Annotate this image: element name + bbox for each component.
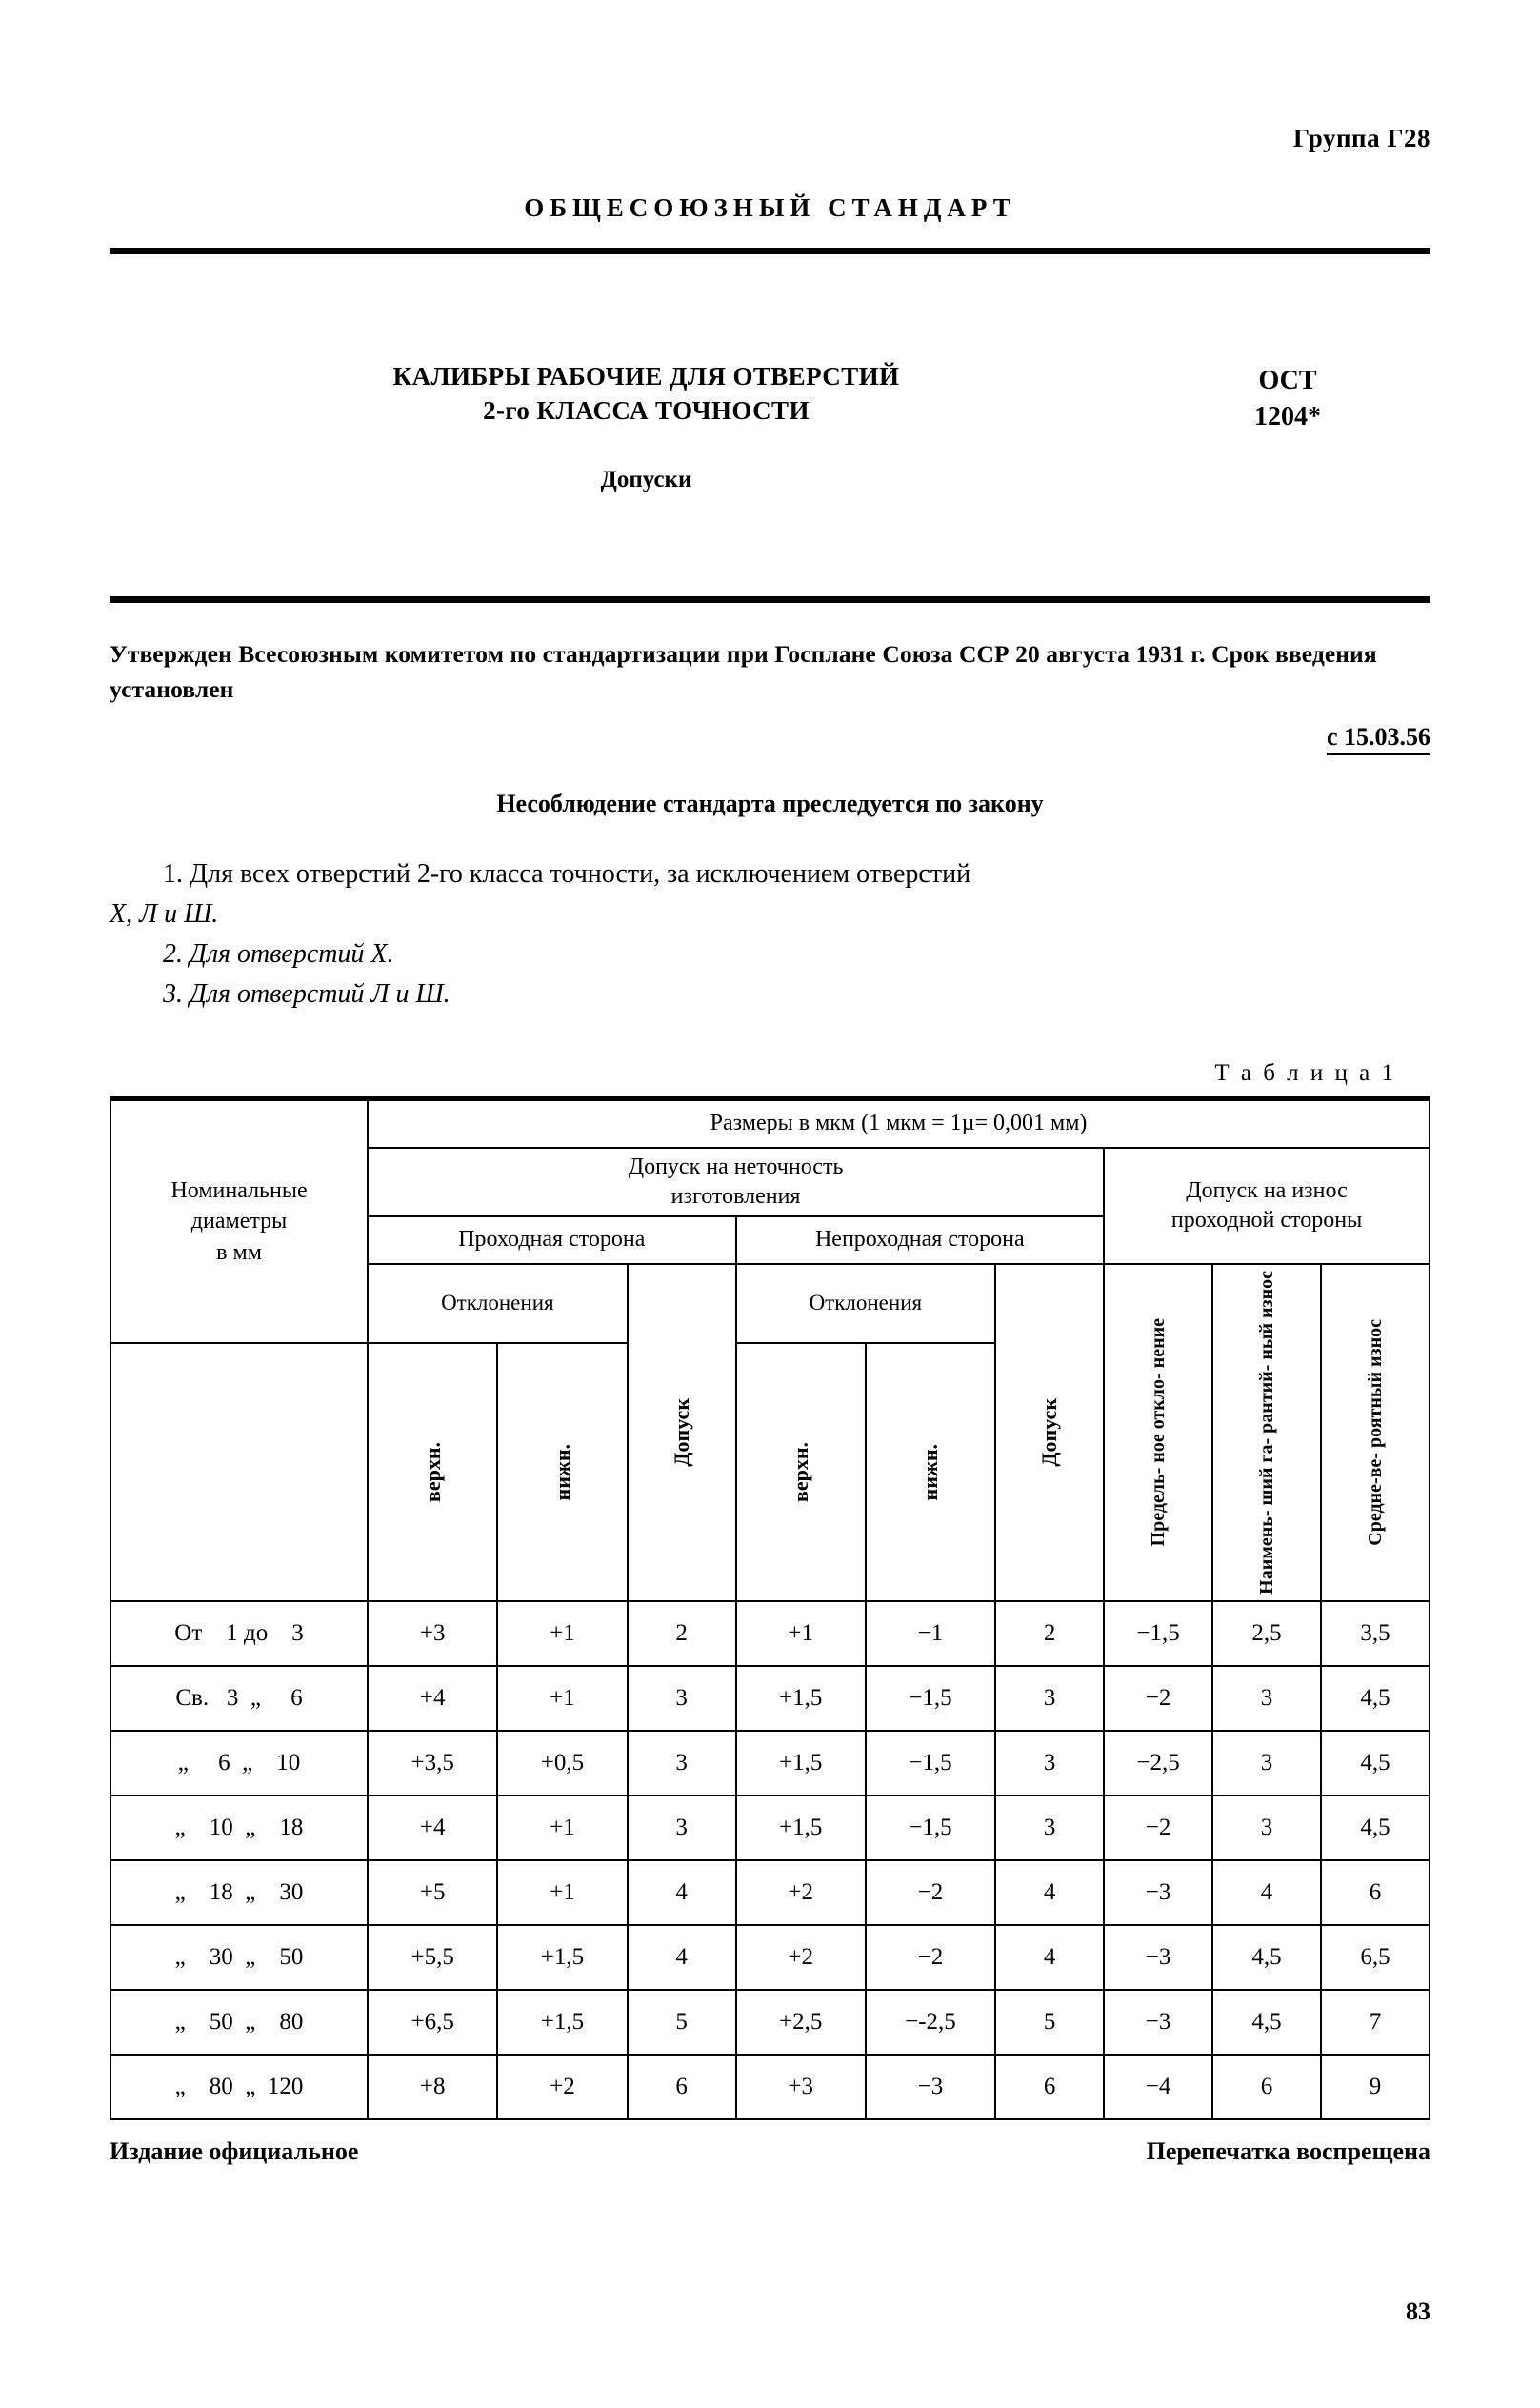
effective-date: с 15.03.56 xyxy=(1327,723,1430,755)
clause-2 xyxy=(110,934,1430,974)
row-wear-prob: 3,5 xyxy=(1321,1601,1430,1666)
row-range: „ 50 „ 80 xyxy=(110,1990,368,2055)
header-manufacture-l1: Допуск на неточность xyxy=(628,1154,844,1179)
table-row xyxy=(110,1990,1430,2055)
page-number: 83 xyxy=(1406,2298,1430,2325)
row-wear-prob: 4,5 xyxy=(1321,1796,1430,1860)
row-nogo-tolerance: 4 xyxy=(995,1860,1104,1925)
title-subtitle: Допуски xyxy=(600,466,692,492)
row-go-lower: +1 xyxy=(497,1666,627,1731)
table-row xyxy=(110,1925,1430,1990)
table-header-row-units xyxy=(110,1098,1430,1148)
legal-warning: Несоблюдение стандарта преследуется по закону xyxy=(496,789,1044,817)
table-row xyxy=(110,1731,1430,1796)
row-wear-min: 4,5 xyxy=(1212,1990,1321,2055)
header-wear-limit xyxy=(1104,1264,1212,1601)
header-go-lower-label: нижн. xyxy=(550,1443,574,1501)
row-wear-limit: −2 xyxy=(1104,1666,1212,1731)
title-left xyxy=(110,359,1145,493)
header-wear-prob-label: Средне-ве- роятный износ xyxy=(1364,1318,1386,1546)
row-wear-min: 4 xyxy=(1212,1860,1321,1925)
row-nogo-upper: +2 xyxy=(736,1860,866,1925)
header-go-side: Проходная сторона xyxy=(368,1216,736,1264)
row-nogo-tolerance: 3 xyxy=(995,1796,1104,1860)
row-nogo-upper: +1,5 xyxy=(736,1666,866,1731)
row-wear-prob: 7 xyxy=(1321,1990,1430,2055)
row-go-tolerance: 4 xyxy=(628,1860,736,1925)
row-range: Св. 3 „ 6 xyxy=(110,1666,368,1731)
footer-right: Перепечатка воспрещена xyxy=(1146,2137,1430,2165)
page-footer xyxy=(110,2137,1430,2166)
header-nogo-deviations: Отклонения xyxy=(736,1264,996,1343)
row-nogo-tolerance: 2 xyxy=(995,1601,1104,1666)
effective-date-line xyxy=(110,723,1430,752)
row-go-lower: +1,5 xyxy=(497,1925,627,1990)
row-nogo-lower: −3 xyxy=(866,2055,995,2119)
row-nogo-upper: +2 xyxy=(736,1925,866,1990)
header-nogo-tolerance-label: Допуск xyxy=(1037,1397,1062,1467)
row-wear-limit: −3 xyxy=(1104,1990,1212,2055)
header-manufacture-l2: изготовления xyxy=(670,1183,801,1209)
table-row xyxy=(110,1796,1430,1860)
header-go-upper xyxy=(368,1343,497,1601)
header-nogo-upper-label: верхн. xyxy=(789,1441,813,1502)
row-nogo-tolerance: 5 xyxy=(995,1990,1104,2055)
row-wear-min: 3 xyxy=(1212,1666,1321,1731)
header-nogo-lower-label: нижн. xyxy=(918,1443,943,1501)
row-nogo-lower: −1 xyxy=(866,1601,995,1666)
row-go-tolerance: 3 xyxy=(628,1796,736,1860)
row-nogo-upper: +1,5 xyxy=(736,1796,866,1860)
clause-1-text: 1. Для всех отверстий 2-го класса точности, за исключением отверстий xyxy=(163,858,971,889)
row-wear-prob: 9 xyxy=(1321,2055,1430,2119)
header-wear-l2: проходной стороны xyxy=(1170,1207,1363,1233)
row-range: „ 30 „ 50 xyxy=(110,1925,368,1990)
row-nogo-lower: −2 xyxy=(866,1860,995,1925)
header-wear-limit-label: Предель- ное откло- нение xyxy=(1147,1318,1169,1547)
table-row xyxy=(110,1601,1430,1666)
header-wear-l1: Допуск на износ xyxy=(1186,1177,1348,1203)
row-nogo-upper: +1 xyxy=(736,1601,866,1666)
header-nominal-l2: диаметры xyxy=(190,1209,288,1234)
header-wear-prob xyxy=(1321,1264,1430,1601)
row-go-upper: +5,5 xyxy=(368,1925,497,1990)
header-nominal-l3: в мм xyxy=(216,1239,262,1265)
row-wear-prob: 4,5 xyxy=(1321,1666,1430,1731)
standard-code-line-2: 1204* xyxy=(1254,401,1321,431)
header-nominal-diameters xyxy=(110,1098,368,1343)
table-row xyxy=(110,1860,1430,1925)
row-nogo-upper: +3 xyxy=(736,2055,866,2119)
header-nominal-spacer xyxy=(110,1343,368,1601)
group-code: Группа Г28 xyxy=(1292,124,1430,152)
standard-code-line-1: ОСТ xyxy=(1258,366,1317,395)
row-wear-min: 4,5 xyxy=(1212,1925,1321,1990)
table-row xyxy=(110,1666,1430,1731)
row-go-upper: +3 xyxy=(368,1601,497,1666)
row-nogo-tolerance: 4 xyxy=(995,1925,1104,1990)
row-nogo-tolerance: 3 xyxy=(995,1666,1104,1731)
row-go-upper: +3,5 xyxy=(368,1731,497,1796)
row-nogo-lower: −1,5 xyxy=(866,1731,995,1796)
row-go-lower: +2 xyxy=(497,2055,627,2119)
row-nogo-upper: +2,5 xyxy=(736,1990,866,2055)
row-go-tolerance: 4 xyxy=(628,1925,736,1990)
header-nogo-tolerance xyxy=(995,1264,1104,1601)
header-go-lower xyxy=(497,1343,627,1601)
row-nogo-lower: −-2,5 xyxy=(866,1990,995,2055)
header-nogo-side: Непроходная сторона xyxy=(736,1216,1105,1264)
title-block xyxy=(110,359,1430,493)
clause-1-cont xyxy=(110,894,1430,934)
row-go-tolerance: 5 xyxy=(628,1990,736,2055)
header-units: Размеры в мкм (1 мкм = 1µ= 0,001 мм) xyxy=(368,1098,1430,1148)
approval-text: Утвержден Всесоюзным комитетом по стандартизации при Госплане Союза ССР 20 августа 1931 г. Срок введения установлен xyxy=(110,639,1377,703)
row-wear-limit: −3 xyxy=(1104,1860,1212,1925)
row-go-upper: +5 xyxy=(368,1860,497,1925)
row-go-lower: +1,5 xyxy=(497,1990,627,2055)
header-wear-min-label: Наимень- ший га- рантий- ный износ xyxy=(1255,1270,1277,1595)
row-wear-min: 3 xyxy=(1212,1731,1321,1796)
header-nogo-lower xyxy=(866,1343,995,1601)
title-line-1: КАЛИБРЫ РАБОЧИЕ ДЛЯ ОТВЕРСТИЙ xyxy=(392,362,900,391)
clause-3 xyxy=(110,974,1430,1014)
row-wear-min: 3 xyxy=(1212,1796,1321,1860)
row-go-tolerance: 2 xyxy=(628,1601,736,1666)
row-wear-limit: −2,5 xyxy=(1104,1731,1212,1796)
row-nogo-tolerance: 3 xyxy=(995,1731,1104,1796)
row-range: „ 80 „ 120 xyxy=(110,2055,368,2119)
row-nogo-upper: +1,5 xyxy=(736,1731,866,1796)
row-wear-min: 2,5 xyxy=(1212,1601,1321,1666)
row-go-upper: +8 xyxy=(368,2055,497,2119)
row-go-lower: +1 xyxy=(497,1601,627,1666)
row-go-tolerance: 6 xyxy=(628,2055,736,2119)
row-nogo-lower: −2 xyxy=(866,1925,995,1990)
row-go-lower: +0,5 xyxy=(497,1731,627,1796)
row-go-lower: +1 xyxy=(497,1860,627,1925)
clause-1 xyxy=(110,854,1430,894)
clause-1-italic: Х, Л и Ш. xyxy=(110,898,219,929)
row-wear-limit: −2 xyxy=(1104,1796,1212,1860)
tolerance-table xyxy=(110,1096,1430,2120)
row-wear-limit: −1,5 xyxy=(1104,1601,1212,1666)
top-divider xyxy=(110,248,1430,254)
header-nogo-upper xyxy=(736,1343,866,1601)
row-wear-prob: 6 xyxy=(1321,1860,1430,1925)
header-manufacture-group xyxy=(368,1148,1104,1216)
footer-left: Издание официальное xyxy=(110,2137,359,2165)
row-go-tolerance: 3 xyxy=(628,1731,736,1796)
row-go-upper: +6,5 xyxy=(368,1990,497,2055)
row-range: „ 10 „ 18 xyxy=(110,1796,368,1860)
row-go-upper: +4 xyxy=(368,1666,497,1731)
clause-3-text: 3. Для отверстий Л и Ш. xyxy=(163,978,450,1009)
table-caption: Т а б л и ц а 1 xyxy=(1214,1059,1396,1086)
header-go-deviations: Отклонения xyxy=(368,1264,628,1343)
row-nogo-lower: −1,5 xyxy=(866,1796,995,1860)
row-wear-prob: 4,5 xyxy=(1321,1731,1430,1796)
row-range: От 1 до 3 xyxy=(110,1601,368,1666)
title-line-2: 2-го КЛАССА ТОЧНОСТИ xyxy=(483,396,810,426)
header-go-upper-label: верхн. xyxy=(420,1441,445,1502)
row-go-lower: +1 xyxy=(497,1796,627,1860)
table-row xyxy=(110,2055,1430,2119)
header-wear-min xyxy=(1212,1264,1321,1601)
standard-label: ОБЩЕСОЮЗНЫЙ СТАНДАРТ xyxy=(524,193,1016,222)
row-nogo-lower: −1,5 xyxy=(866,1666,995,1731)
row-nogo-tolerance: 6 xyxy=(995,2055,1104,2119)
row-wear-min: 6 xyxy=(1212,2055,1321,2119)
row-range: „ 6 „ 10 xyxy=(110,1731,368,1796)
header-go-tolerance xyxy=(628,1264,736,1601)
clause-2-text: 2. Для отверстий Х. xyxy=(163,938,394,969)
row-range: „ 18 „ 30 xyxy=(110,1860,368,1925)
row-wear-limit: −4 xyxy=(1104,2055,1212,2119)
row-wear-limit: −3 xyxy=(1104,1925,1212,1990)
standard-code xyxy=(1145,359,1430,435)
row-wear-prob: 6,5 xyxy=(1321,1925,1430,1990)
clause-list xyxy=(110,854,1430,1014)
header-wear-group xyxy=(1104,1148,1430,1264)
header-go-tolerance-label: Допуск xyxy=(669,1397,693,1467)
header-nominal-l1: Номинальные xyxy=(170,1177,308,1203)
row-go-tolerance: 3 xyxy=(628,1666,736,1731)
second-divider xyxy=(110,596,1430,603)
row-go-upper: +4 xyxy=(368,1796,497,1860)
